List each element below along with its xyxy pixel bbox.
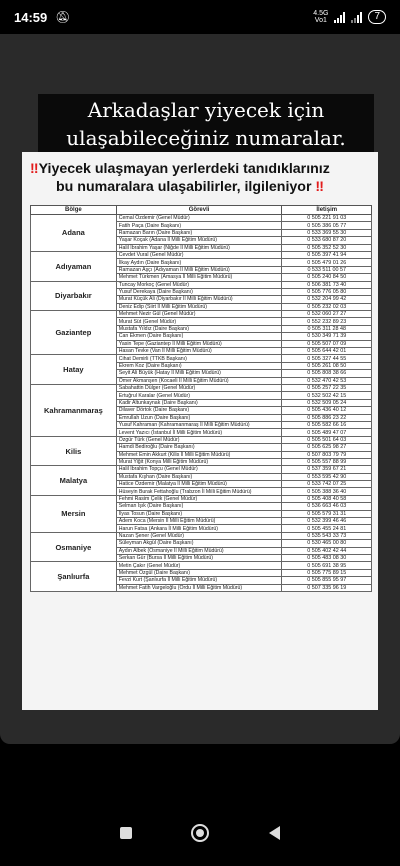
phone-cell[interactable]: 0 505 507 07 09 [282, 340, 372, 347]
officer-cell: Aydın Albek (Osmaniye İl Milli Eğitim Müdürü) [116, 547, 282, 554]
table-row [31, 495, 372, 502]
officer-cell: Halil İbrahim Topçu (Genel Müdür) [116, 466, 282, 473]
phone-cell[interactable]: 0 505 582 66 16 [282, 421, 372, 428]
officer-cell: Hamdi Bediroğlu (Daire Başkanı) [116, 444, 282, 451]
officer-cell: Özgür Türk (Genel Müdür) [116, 436, 282, 443]
officer-cell: Mehmet Fatih Vargeloğlu (Ordu İl Milli Eğitim Müdürü) [116, 584, 282, 591]
region-cell: Şanlıurfa [31, 562, 117, 592]
officer-cell: Sabahattin Dülger (Genel Müdür) [116, 384, 282, 391]
status-time: 14:59 [14, 9, 48, 25]
officer-cell: Yusuf Derekaya (Daire Başkanı) [116, 288, 282, 295]
officer-cell: Fevzi Kurt (Şanlıurfa İl Milli Eğitim Müdürü) [116, 577, 282, 584]
status-bar [0, 0, 400, 34]
phone-cell[interactable]: 0 533 680 87 20 [282, 237, 372, 244]
circle-home-icon[interactable] [191, 824, 209, 842]
phone-cell[interactable]: 0 553 595 42 90 [282, 473, 372, 480]
officer-cell: Seyit Ali Büyük (Hatay İl Milli Eğitim Müdürü) [116, 370, 282, 377]
officer-cell: Ekrem Koz (Daire Başkanı) [116, 362, 282, 369]
column-header-contact: İletişim [282, 206, 372, 215]
officer-cell: Mehmet Özgül (Daire Başkanı) [116, 569, 282, 576]
officer-cell: Metin Çakır (Genel Müdür) [116, 562, 282, 569]
officer-cell: Ertuğrul Karalar (Genel Müdür) [116, 392, 282, 399]
signal-icon [334, 12, 345, 23]
officer-cell: Yasin Tepe (Gaziantep İl Milli Eğitim Müdürü) [116, 340, 282, 347]
column-header-region: Bölge [31, 206, 117, 215]
officer-cell: Yusuf Kahraman (Kahramanmaraş İl Milli Eğitim Müdürü) [116, 421, 282, 428]
phone-cell[interactable]: 0 505 311 28 48 [282, 325, 372, 332]
officer-cell: Kadir Altunkaynak (Daire Başkanı) [116, 399, 282, 406]
region-cell: Kahramanmaraş [31, 384, 117, 436]
phone-cell[interactable]: 0 532 204 99 42 [282, 296, 372, 303]
officer-cell: Hüseyin Burak Fettahoğlu (Trabzon İl Milli Eğitim Müdürü) [116, 488, 282, 495]
triangle-back-icon[interactable] [269, 826, 280, 840]
phone-cell[interactable]: 0 530 349 71 39 [282, 333, 372, 340]
square-recents-icon[interactable] [120, 827, 132, 839]
officer-cell: Hasan Tevke (Van İl Milli Eğitim Müdürü) [116, 348, 282, 355]
status-right [313, 10, 386, 24]
phone-cell[interactable]: 0 536 663 46 03 [282, 503, 372, 510]
phone-cell[interactable]: 0 506 381 73 40 [282, 281, 372, 288]
officer-cell: Mehmet Emin Akkurt (Kilis İl Milli Eğitim Müdürü) [116, 451, 282, 458]
table-row [31, 215, 372, 222]
phone-cell[interactable]: 0 505 776 05 80 [282, 288, 372, 295]
table-row [31, 436, 372, 443]
officer-cell: Tuncay Morkoç (Genel Müdür) [116, 281, 282, 288]
table-row [31, 311, 372, 318]
phone-cell[interactable]: 0 505 644 42 01 [282, 348, 372, 355]
android-nav-bar [0, 800, 400, 866]
phone-cell[interactable]: 0 505 455 24 81 [282, 525, 372, 532]
phone-cell[interactable]: 0 532 060 27 27 [282, 311, 372, 318]
phone-cell[interactable]: 0 505 221 91 03 [282, 215, 372, 222]
contact-table-body [31, 215, 372, 592]
officer-cell: Mehmet Nezir Gül (Genel Müdür) [116, 311, 282, 318]
region-cell: Mersin [31, 495, 117, 532]
phone-cell[interactable]: 0 533 742 07 25 [282, 481, 372, 488]
officer-cell: Serkan Gür (Bursa İl Milli Eğitim Müdürü) [116, 554, 282, 561]
officer-cell: Ömer Akmanşen (Kocaeli İl Milli Eğitim Müdürü) [116, 377, 282, 384]
officer-cell: Selman Işık (Daire Başkanı) [116, 503, 282, 510]
table-row [31, 532, 372, 539]
officer-cell: Mehmet Türkmen (Amasya İl Milli Eğitim Müdürü) [116, 274, 282, 281]
officer-cell: Levent Yazıcı (İstanbul İl Milli Eğitim Müdürü) [116, 429, 282, 436]
region-cell: Hatay [31, 355, 117, 385]
phone-cell[interactable]: 0 507 335 96 19 [282, 584, 372, 591]
signal-icon-2 [351, 12, 362, 23]
phone-cell[interactable]: 0 532 399 46 46 [282, 518, 372, 525]
officer-cell: Harun Fatsa (Ankara İl Milli Eğitim Müdürü) [116, 525, 282, 532]
story-caption [38, 94, 374, 156]
region-cell: Diyarbakır [31, 281, 117, 311]
officer-cell: Adem Koca (Mersin İl Milli Eğitim Müdürü) [116, 518, 282, 525]
network-indicator: 4.5G Vo1 [313, 10, 329, 24]
officer-cell: Can Ekmen (Daire Başkanı) [116, 333, 282, 340]
bell-off-icon: 🔕︎ [55, 10, 71, 24]
caption-line-1: Arkadaşlar yiyecek için [87, 98, 325, 122]
heading-line-2: bu numaralara ulaşabilirler, ilgileniyor [56, 179, 312, 195]
officer-cell: Mustafa Yıldız (Daire Başkanı) [116, 325, 282, 332]
table-row [31, 562, 372, 569]
phone-cell[interactable]: 0 505 388 36 40 [282, 488, 372, 495]
contact-table [30, 205, 372, 592]
sheet-heading [30, 160, 374, 196]
phone-cell[interactable]: 0 532 502 42 15 [282, 392, 372, 399]
officer-cell: Halil İbrahim Yaşar (Niğde İl Milli Eğitim Müdürü) [116, 244, 282, 251]
phone-cell[interactable]: 0 535 543 33 73 [282, 532, 372, 539]
caption-line-2: ulaşabileceğiniz numaralar. [66, 126, 346, 150]
phone-cell[interactable]: 0 532 509 05 24 [282, 399, 372, 406]
phone-cell[interactable]: 0 505 625 98 27 [282, 444, 372, 451]
officer-cell: Murat Küçük Ali (Diyarbakır İl Milli Eğitim Müdürü) [116, 296, 282, 303]
officer-cell: Ramazan Aşçı (Adıyaman İl Milli Eğitim Müdürü) [116, 266, 282, 273]
double-exclamation-icon: ‼ [30, 161, 39, 177]
phone-cell[interactable]: 0 537 359 67 21 [282, 466, 372, 473]
phone-cell[interactable]: 0 505 408 40 58 [282, 495, 372, 502]
officer-cell: Nazan Şener (Genel Müdür) [116, 532, 282, 539]
phone-cell[interactable]: 0 505 489 47 07 [282, 429, 372, 436]
phone-cell[interactable]: 0 505 257 22 35 [282, 384, 372, 391]
phone-cell[interactable]: 0 505 261 08 50 [282, 362, 372, 369]
officer-cell: İlyas Tosun (Daire Başkanı) [116, 510, 282, 517]
phone-cell[interactable]: 0 505 579 31 31 [282, 510, 372, 517]
column-header-officer: Görevli [116, 206, 282, 215]
phone-cell[interactable]: 0 505 402 42 44 [282, 547, 372, 554]
double-exclamation-icon-2: ‼ [315, 179, 324, 195]
table-row [31, 466, 372, 473]
phone-cell[interactable]: 0 505 386 05 77 [282, 222, 372, 229]
phone-cell[interactable]: 0 505 397 41 94 [282, 251, 372, 258]
phone-cell[interactable]: 0 505 808 38 66 [282, 370, 372, 377]
phone-cell[interactable]: 0 505 479 01 26 [282, 259, 372, 266]
table-row [31, 281, 372, 288]
phone-cell[interactable]: 0 505 501 64 03 [282, 436, 372, 443]
officer-cell: Emrullah Uzun (Daire Başkanı) [116, 414, 282, 421]
phone-cell[interactable]: 0 505 352 52 30 [282, 244, 372, 251]
region-cell: Adana [31, 215, 117, 252]
region-cell: Malatya [31, 466, 117, 496]
table-row [31, 251, 372, 258]
officer-cell: Süleyman Akgül (Daire Başkanı) [116, 540, 282, 547]
officer-cell: Yaşar Koçak (Adana İl Milli Eğitim Müdürü) [116, 237, 282, 244]
phone-cell[interactable]: 0 532 470 42 53 [282, 377, 372, 384]
officer-cell: Murat Süt (Genel Müdür) [116, 318, 282, 325]
officer-cell: İlkay Aydın (Daire Başkanı) [116, 259, 282, 266]
phone-cell[interactable]: 0 505 232 02 03 [282, 303, 372, 310]
table-row [31, 384, 372, 391]
region-cell: Adıyaman [31, 251, 117, 281]
officer-cell: Fatih Paça (Daire Başkanı) [116, 222, 282, 229]
officer-cell: Cevdet Vural (Genel Müdür) [116, 251, 282, 258]
phone-cell[interactable]: 0 505 240 84 50 [282, 274, 372, 281]
officer-cell: Mustafa Kışhan (Daire Başkanı) [116, 473, 282, 480]
battery-indicator: 7 [368, 10, 386, 24]
officer-cell: Ramazan Barın (Daire Başkanı) [116, 229, 282, 236]
officer-cell: Murat Yiğit (Konya Milli Eğitim Müdürü) [116, 458, 282, 465]
phone-cell[interactable]: 0 505 691 38 95 [282, 562, 372, 569]
region-cell: Gaziantep [31, 311, 117, 355]
phone-cell[interactable]: 0 505 886 23 22 [282, 414, 372, 421]
officer-cell: Hatice Özdemir (Malatya İl Milli Eğitim Müdürü) [116, 481, 282, 488]
phone-cell[interactable]: 0 533 511 00 57 [282, 266, 372, 273]
phone-cell[interactable]: 0 505 557 88 99 [282, 458, 372, 465]
phone-cell[interactable]: 0 533 369 55 30 [282, 229, 372, 236]
phone-cell[interactable]: 0 505 327 44 55 [282, 355, 372, 362]
officer-cell: Dilaver Dörtok (Daire Başkanı) [116, 407, 282, 414]
phone-cell[interactable]: 0 505 775 89 15 [282, 569, 372, 576]
officer-cell: Deniz Edip (Siirt İl Milli Eğitim Müdürü) [116, 303, 282, 310]
officer-cell: Cemal Özdemir (Genel Müdür) [116, 215, 282, 222]
table-row [31, 355, 372, 362]
phone-cell[interactable]: 0 505 436 40 12 [282, 407, 372, 414]
officer-cell: Fehmi Rasim Çelik (Genel Müdür) [116, 495, 282, 502]
phone-cell[interactable]: 0 507 803 79 79 [282, 451, 372, 458]
phone-cell[interactable]: 0 552 232 89 23 [282, 318, 372, 325]
officer-cell: Cihat Demirli (TTKB Başkanı) [116, 355, 282, 362]
phone-cell[interactable]: 0 505 855 95 97 [282, 577, 372, 584]
heading-line-1: Yiyecek ulaşmayan yerlerdeki tanıdıklarınız [38, 161, 330, 177]
phone-cell[interactable]: 0 505 483 08 30 [282, 554, 372, 561]
region-cell: Kilis [31, 436, 117, 466]
region-cell: Osmaniye [31, 532, 117, 562]
phone-cell[interactable]: 0 530 465 00 80 [282, 540, 372, 547]
